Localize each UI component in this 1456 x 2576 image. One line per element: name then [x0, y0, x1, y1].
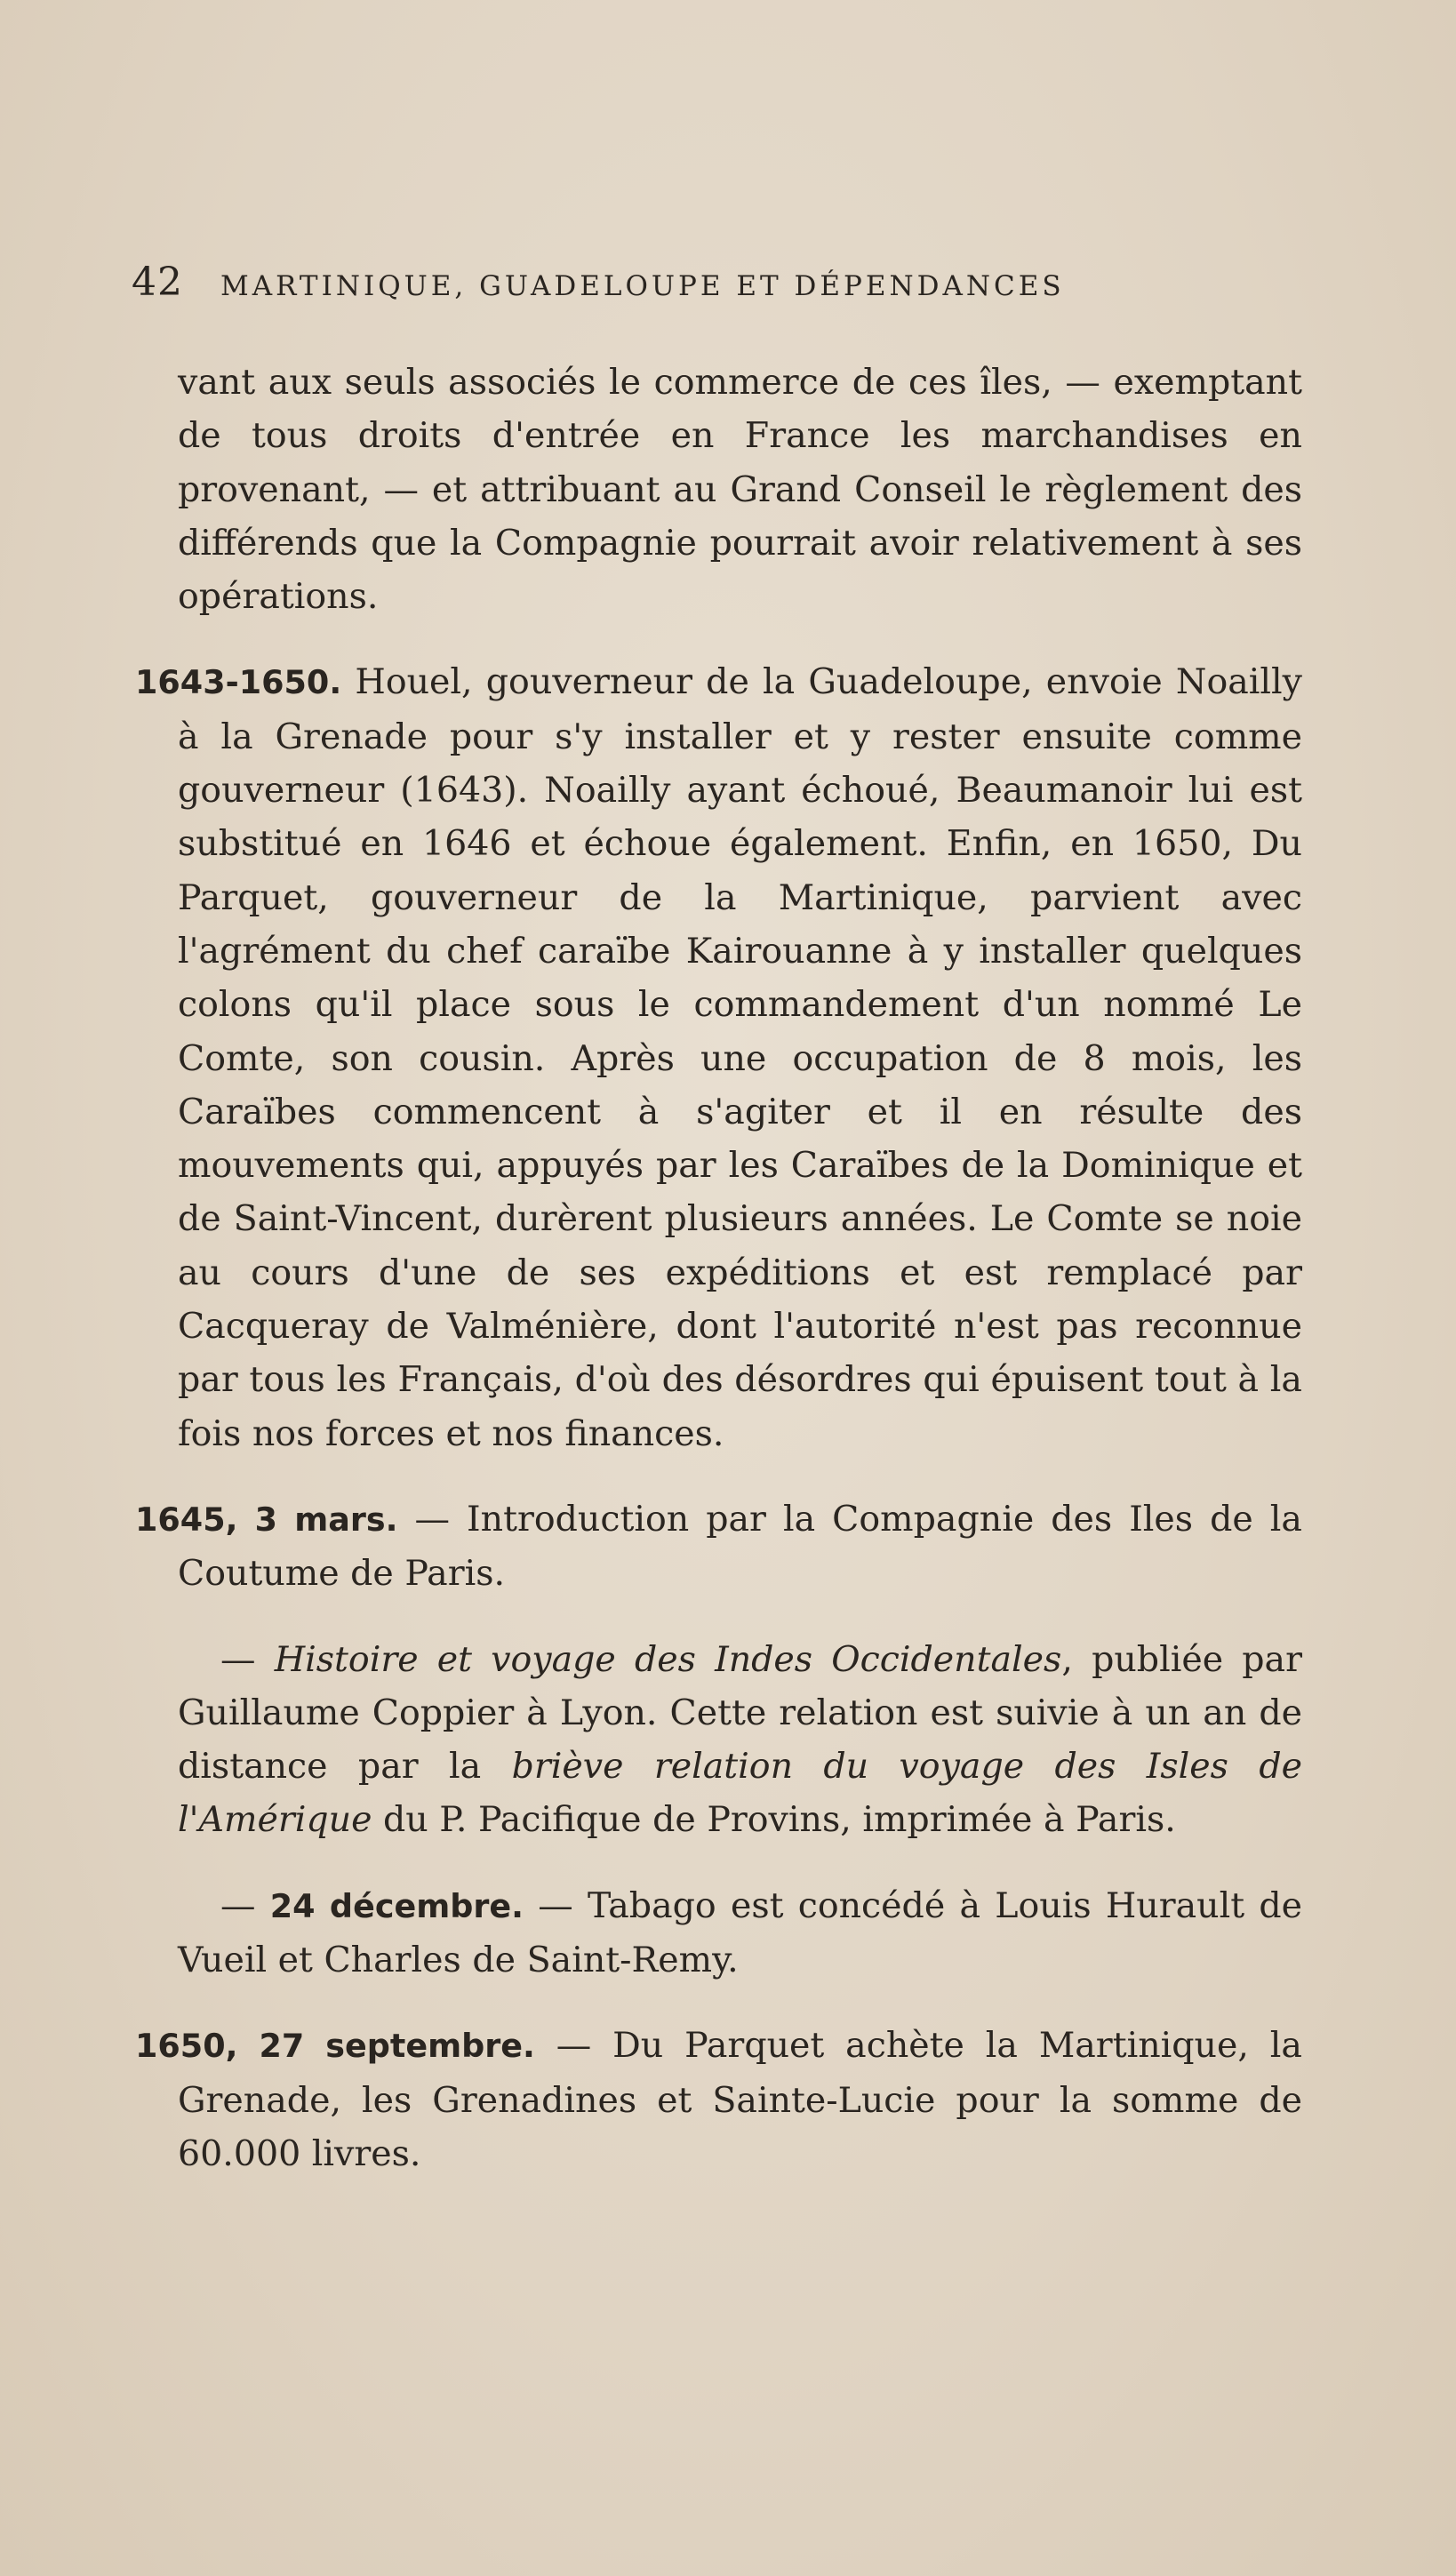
entry-date: 1643-1650. [135, 663, 342, 702]
body-text [135, 356, 1303, 2180]
entry-text: Houel, gouverneur de la Guadeloupe, envoie Noailly à la Grenade pour s'y installer et y rester ensuite comme gouverneur (1643). Noailly ayant échoué, Beaumanoir lui est substitué en 1646 et échoue également. Enfin, en 1650, Du Parquet, gouverneur de la Martinique, parvient avec l'agrément du chef caraïbe Kairouanne à y installer quelques colons qu'il place sous le commandement d'un nommé Le Comte, son cousin. Après une occupation de 8 mois, les Caraïbes commencent à s'agiter et il en résulte des mouvements qui, appuyés par les Caraïbes de la Dominique et de Saint-Vincent, durèrent plusieurs années. Le Comte se noie au cours d'une de ses expéditions et est remplacé par Cacqueray de Valménière, dont l'autorité n'est pas reconnue par tous les Français, d'où des désordres qui épuisent tout à la fois nos forces et nos finances. [178, 661, 1302, 1454]
entry-date: 24 décembre. [269, 1886, 524, 1925]
paragraph-continuation [178, 356, 1302, 623]
chronology-entry-1645 [135, 1492, 1302, 1601]
book-title: Histoire et voyage des Indes Occidentales [274, 1638, 1062, 1680]
entry-text: — Tabago est concédé à Louis Hurault de Vueil et Charles de Saint-Remy. [178, 1884, 1303, 1981]
book-title: briève relation du voyage des Isles de l'Amérique [178, 1746, 1302, 1841]
running-title: MARTINIQUE, GUADELOUPE ET DÉPENDANCES [220, 270, 1065, 302]
entry-lead-dash: — [220, 1884, 270, 1926]
entry-date: 1645, 3 mars. [135, 1500, 398, 1539]
chronology-entry-1650 [135, 2019, 1302, 2180]
page-number: 42 [132, 260, 183, 305]
entry-text: — Du Parquet achète la Martinique, la Grenade, les Grenadines et Sainte-Lucie pour la somme de 60.000 livres. [178, 2025, 1302, 2174]
entry-text: du P. Pacifique de Provins, imprimée à Paris. [372, 1799, 1176, 1841]
entry-date: 1650, 27 septembre. [135, 2027, 535, 2066]
paragraph-text: vant aux seuls associés le commerce de ces îles, — exemptant de tous droits d'entrée en France les marchandises en provenant, — et attribuant au Grand Conseil le règlement des différends que la Compagnie pourrait avoir relativement à ses opérations. [178, 362, 1302, 618]
entry-text: — Introduction par la Compagnie des Iles de la Coutume de Paris. [178, 1498, 1302, 1595]
chronology-subentry-histoire [178, 1633, 1302, 1847]
running-header [132, 260, 1314, 313]
chronology-entry-1643 [135, 655, 1302, 1460]
entry-text: , publiée par Guillaume Coppier à Lyon. Cette relation est suivie à un an de distance par la [178, 1638, 1302, 1788]
chronology-subentry-december [178, 1879, 1302, 1988]
entry-lead-dash: — [220, 1638, 275, 1680]
